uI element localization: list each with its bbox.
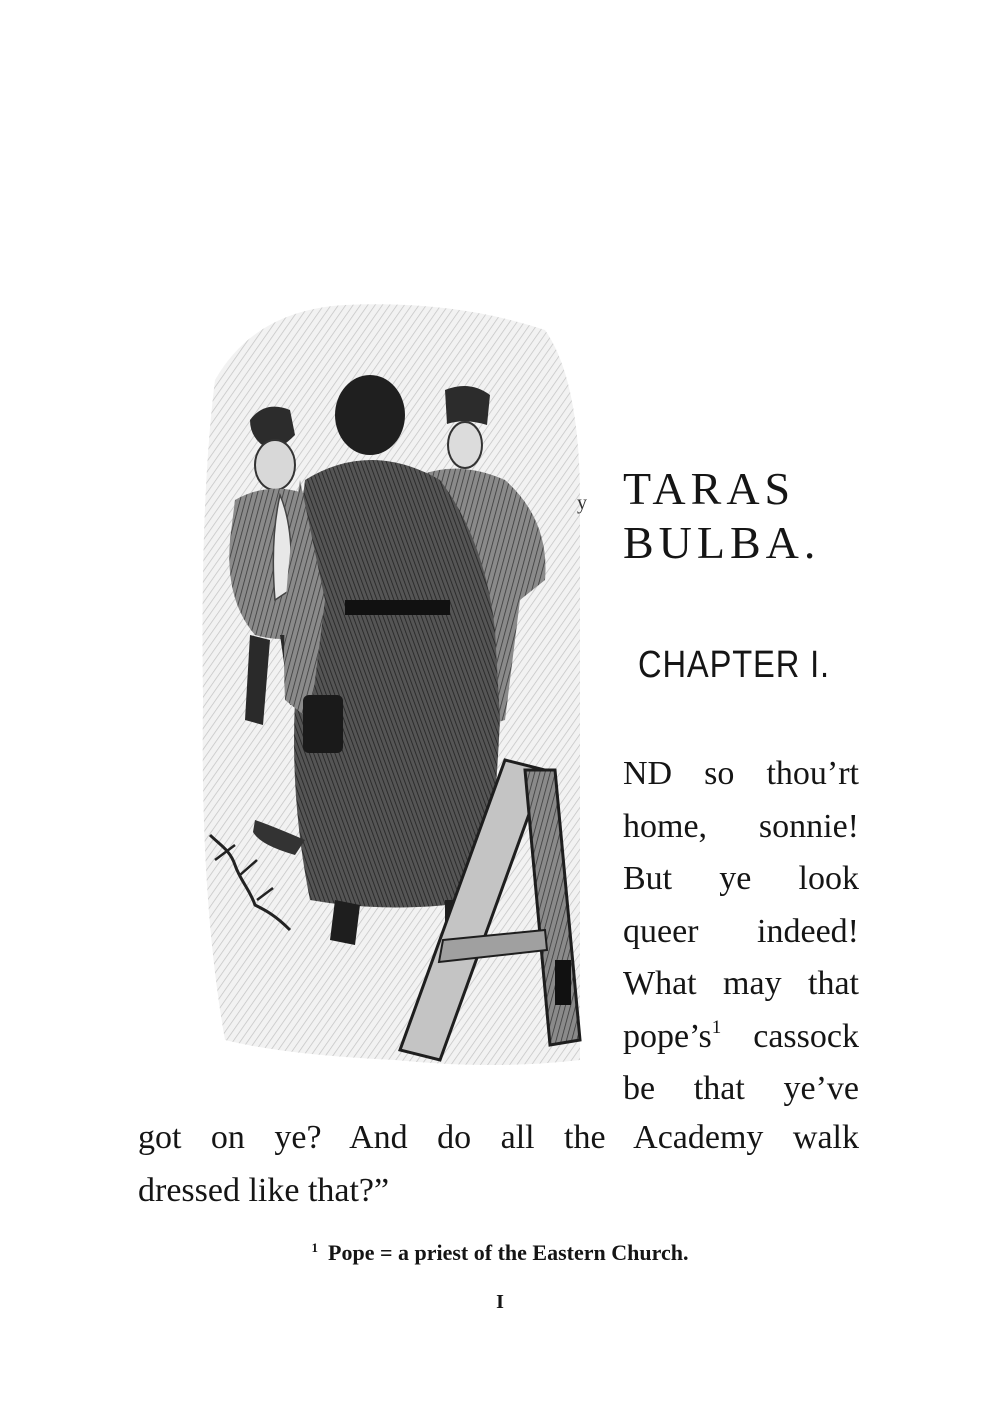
body-line-6-text: pope’s [623,1017,712,1055]
chapter-heading: CHAPTER I. [638,644,830,686]
body-line-2: home, sonnie! [623,807,859,845]
page-number: I [496,1291,504,1313]
body-line-7: be that ye’ve [623,1070,859,1107]
footnote-text: Pope = a priest of the Eastern Church. [328,1240,689,1265]
body-line-8: got on ye? And do all the Academy walk [138,1119,859,1156]
body-line-6-rest: cassock [721,1017,859,1055]
body-line-4: queer indeed! [623,912,859,950]
body-full-width [138,1112,859,1217]
title-line-1: TARAS [623,463,796,514]
stray-mark: y [577,492,587,514]
body-line-6 [623,1011,859,1064]
body-column [623,748,859,1116]
body-line-1: ND so thou’rt [623,755,859,792]
illustration-engraving [195,300,585,1080]
book-title [623,462,820,570]
body-line-3: But ye look [623,860,859,897]
footnote-reference: 1 [711,1016,722,1038]
footnote-marker: 1 [311,1240,319,1255]
body-line-5: What may that [623,965,859,1002]
body-line-9: dressed like that?” [138,1171,390,1209]
title-line-2: BULBA. [623,517,821,568]
footnote [0,1240,1000,1266]
